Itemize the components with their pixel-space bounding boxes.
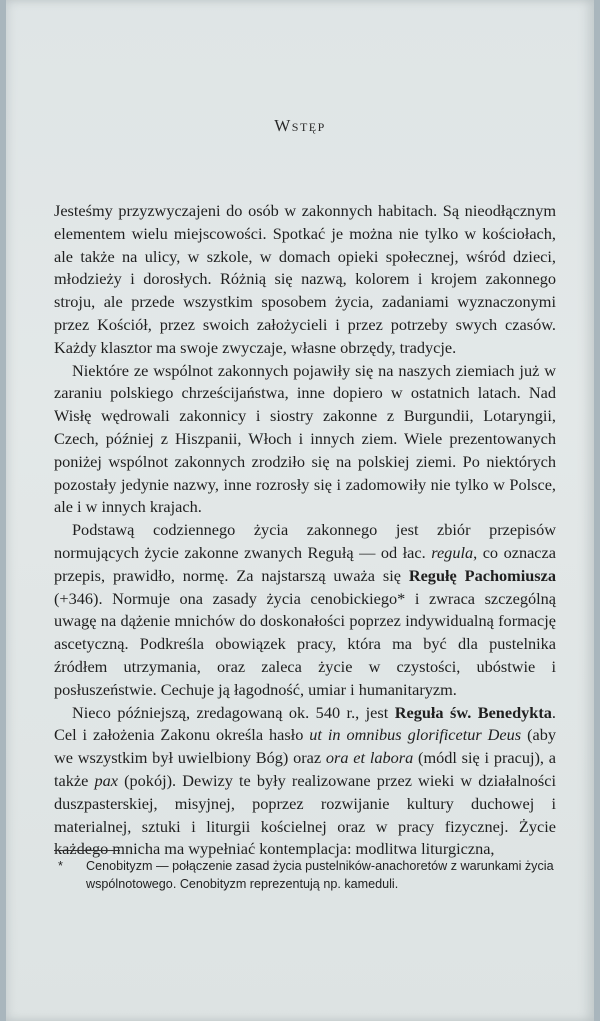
- footnote-text: Cenobityzm — połączenie zasad życia pustelników-anachoretów z warunkami życia wspólnotowego. Cenobityzm reprezentują np. kameduli.: [86, 859, 554, 891]
- text-run: (pokój). Dewizy te były realizowane przez wieki w działalności duszpasterskiej, misyjnej, poprzez rozwijanie kultury duchowej i materialnej, sztuki i liturgii kościelnej oraz w pracy fizycznej. Życie każdego mnicha ma wypełniać kontemplacja: modlitwa liturgiczna,: [54, 770, 556, 859]
- italic-term: pax: [94, 770, 118, 790]
- italic-term: ora et labora: [325, 748, 414, 768]
- footnote-mark: *: [58, 859, 63, 873]
- chapter-heading: Wstęp: [274, 116, 326, 135]
- text-run: (módl się i pracuj), a także: [54, 748, 557, 790]
- text-run: Niektóre ze wspólnot zakonnych pojawiły się na naszych ziemiach już w zaraniu polskiego chrześcijaństwa, inne dopiero w ostatnich latach. Nad Wisłę wędrowali zakonnicy i siostry zakonne z Burgundii, Lotaryngii, Czech, później z Hiszpanii, Włoch i innych ziem. Wiele prezentowanych poniżej wspólnot zakonnych zrodziło się na polskiej ziemi. Po niektórych pozostały jedynie nazwy, inne rozrosły się i zadomowiły nie tylko w Polsce, ale i w innych krajach.: [54, 360, 556, 517]
- text-run: Nieco późniejszą, zredagowaną ok. 540 r., jest: [72, 702, 395, 722]
- paragraph: [54, 519, 556, 701]
- italic-term: ut in omnibus glorificetur Deus: [309, 725, 522, 745]
- paragraph: [54, 360, 556, 520]
- text-run: (aby we wszystkim był uwielbiony Bóg) oraz: [54, 725, 556, 768]
- paragraph: [54, 702, 556, 862]
- text-run: (+346). Normuje ona zasady życia cenobickiego* i zwraca szczególną uwagę na dążenie mnichów do doskonałości poprzez indywidualną formację ascetyczną. Podkreśla obowiązek pracy, która ma być dla pustelnika źródłem utrzymania, oraz zaleca życie w czystości, ubóstwie i posłuszeństwie. Cechuje ją łagodność, umiar i humanitaryzm.: [54, 588, 556, 699]
- text-run: Jesteśmy przyzwyczajeni do osób w zakonnych habitach. Są nieodłącznym elementem wielu miejscowości. Spotkać je można nie tylko w kościołach, ale także na ulicy, w szkole, w domach opieki społecznej, wśród dzieci, młodzieży i dorosłych. Różnią się nazwą, kolorem i krojem zakonnego stroju, ale przede wszystkim sposobem życia, zadaniami wyznaczonymi przez Kościół, przez swoich założycieli i przez potrzeby swych czasów. Każdy klasztor ma swoje zwyczaje, własne obrzędy, tradycje.: [54, 201, 556, 357]
- text-run: , co oznacza przepis, prawidło, normę. Za najstarszą uważa się: [54, 542, 556, 585]
- footnote-divider: [54, 850, 120, 851]
- text-run: . Cel i założenia Zakonu określa hasło: [54, 702, 556, 745]
- bold-term: Regułę Pachomiusza: [408, 565, 556, 585]
- footnote: [54, 858, 556, 893]
- paragraph: [54, 200, 556, 360]
- book-page: [6, 0, 594, 1021]
- text-run: Podstawą codziennego życia zakonnego jest zbiór przepisów normujących życie zakonne zwanych Regułą — od łac.: [54, 520, 556, 562]
- italic-term: regula: [431, 542, 474, 562]
- body-text: [54, 200, 556, 861]
- bold-term: Reguła św. Benedykta: [394, 702, 552, 722]
